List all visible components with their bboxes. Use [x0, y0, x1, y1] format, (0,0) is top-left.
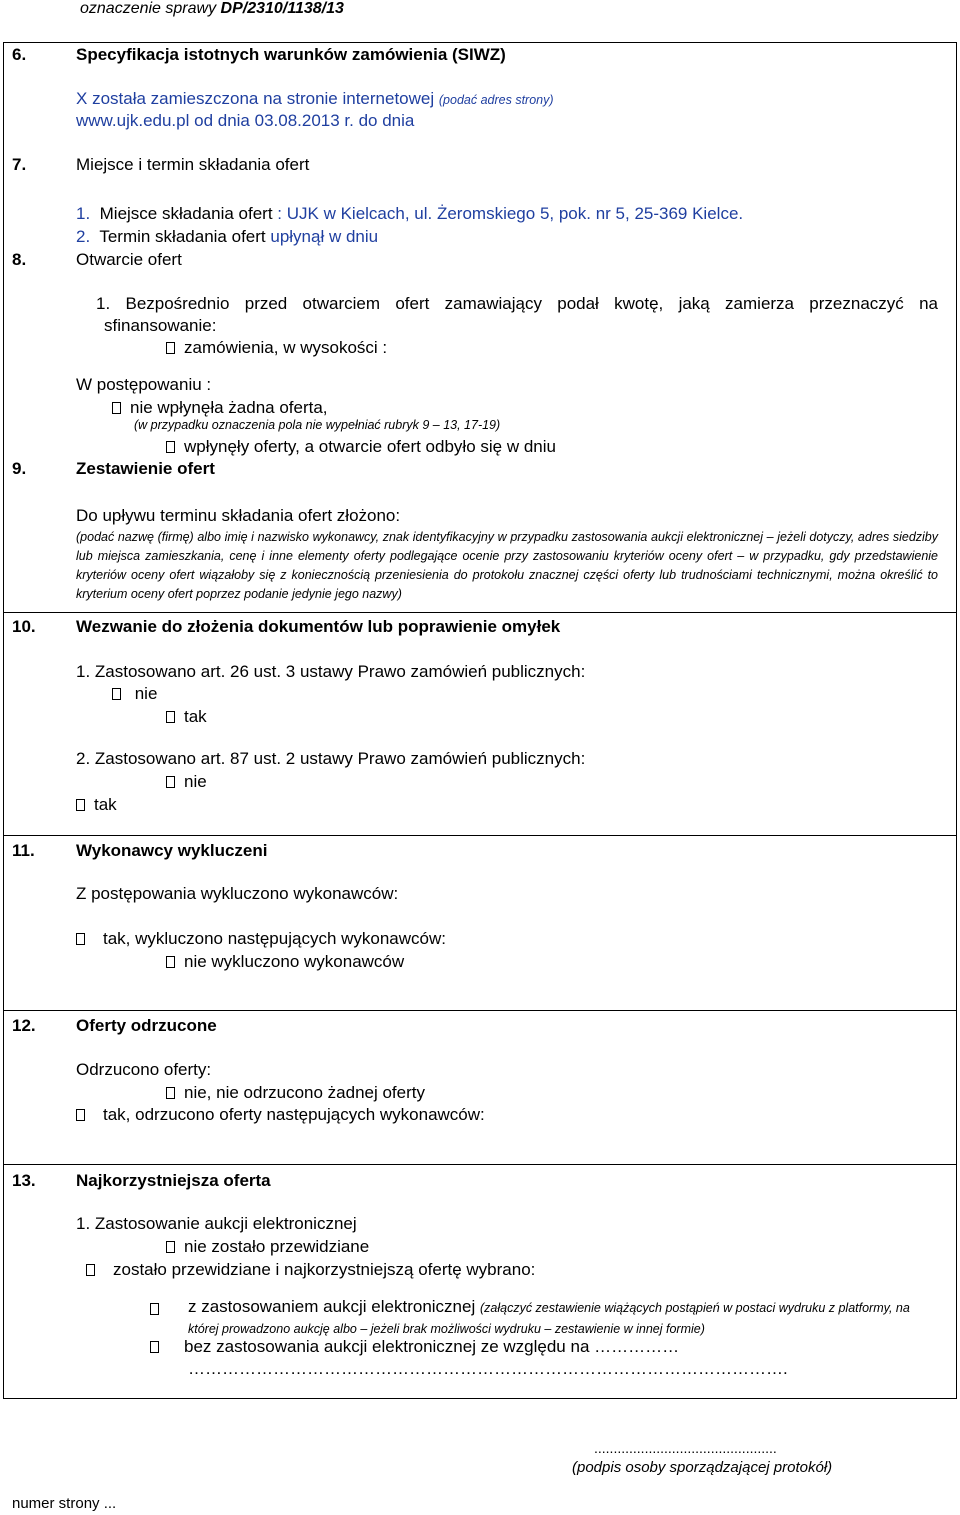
section-10-q1-option-yes — [166, 707, 207, 727]
section-8-proceedings-label: W postępowaniu : — [76, 375, 212, 394]
section-10-q2-option-yes-label: tak — [94, 795, 117, 814]
page-number: numer strony ... — [12, 1495, 117, 1512]
section-13-sub2-continuation: ……………………………………………………………………………………………. — [188, 1359, 788, 1378]
section-8-option-none — [112, 398, 328, 418]
section-8-paragraph: 1. Bezpośrednio przed otwarciem ofert zamawiający podał kwotę, jaką zamierza przeznaczyć na sfinansowanie: — [96, 294, 938, 335]
divider-11 — [3, 835, 957, 836]
section-12-option-no — [166, 1083, 425, 1103]
section-12-option-yes — [76, 1105, 485, 1125]
section-7-item2-value: upłynął w dniu — [270, 227, 379, 246]
section-6-line1-note: (podać adres strony) — [438, 93, 554, 107]
section-8-title: Otwarcie ofert — [76, 250, 182, 269]
section-13-option-yes-label: zostało przewidziane i najkorzystniejszą ofertę wybrano: — [113, 1260, 536, 1279]
section-13-option-no-label: nie zostało przewidziane — [184, 1237, 370, 1256]
divider-10 — [3, 612, 957, 613]
section-7-number: 7. — [12, 155, 27, 174]
section-7-title: Miejsce i termin składania ofert — [76, 155, 310, 174]
section-13-option-yes — [86, 1260, 535, 1280]
section-8-option-amount — [166, 338, 387, 358]
section-7-item2-number: 2. — [76, 227, 91, 246]
section-10-q1-option-yes-label: tak — [184, 707, 207, 726]
section-13-title: Najkorzystniejsza oferta — [76, 1171, 271, 1190]
section-7-item2-label: Termin składania ofert — [99, 227, 266, 246]
section-10-number: 10. — [12, 617, 36, 636]
checkbox-icon[interactable] — [86, 1264, 95, 1276]
section-13-sub1 — [188, 1297, 934, 1339]
section-10-q2-option-no-label: nie — [184, 772, 207, 791]
checkbox-icon[interactable] — [166, 1241, 175, 1253]
section-10-q1-option-no-label: nie — [130, 684, 158, 703]
section-11-option-yes-label: tak, wykluczono następujących wykonawców: — [103, 929, 446, 948]
section-8-option-received — [166, 437, 556, 457]
checkbox-icon[interactable] — [112, 688, 121, 700]
section-9-title: Zestawienie ofert — [76, 459, 215, 478]
section-11-title: Wykonawcy wykluczeni — [76, 841, 268, 860]
section-11-option-no-label: nie wykluczono wykonawców — [184, 952, 405, 971]
checkbox-icon[interactable] — [76, 933, 85, 945]
checkbox-icon[interactable] — [166, 776, 175, 788]
section-12-option-no-label: nie, nie odrzucono żadnej oferty — [184, 1083, 425, 1102]
section-13-paragraph: 1. Zastosowanie aukcji elektronicznej — [76, 1214, 357, 1233]
section-12-paragraph: Odrzucono oferty: — [76, 1060, 212, 1079]
checkbox-icon[interactable] — [166, 711, 175, 723]
divider-13 — [3, 1164, 957, 1165]
section-6-title: Specyfikacja istotnych warunków zamówienia (SIWZ) — [76, 45, 506, 64]
divider-12 — [3, 1010, 957, 1011]
section-6-mark: X — [76, 89, 88, 108]
section-13-option-no — [166, 1237, 369, 1257]
checkbox-icon[interactable] — [166, 1087, 175, 1099]
section-9-number: 9. — [12, 459, 27, 478]
section-10-title: Wezwanie do złożenia dokumentów lub poprawienie omyłek — [76, 617, 561, 636]
section-7-item1-value: : UJK w Kielcach, ul. Żeromskiego 5, pok. nr 5, 25-369 Kielce. — [277, 204, 744, 223]
checkbox-icon[interactable] — [166, 342, 175, 354]
section-11-option-no — [166, 952, 404, 972]
section-8-option-amount-label: zamówienia, w wysokości : — [184, 338, 388, 357]
checkbox-icon[interactable] — [112, 402, 121, 414]
section-8-note: (w przypadku oznaczenia pola nie wypełniać rubryk 9 – 13, 17-19) — [134, 418, 501, 432]
section-7-item2 — [76, 227, 378, 247]
checkbox-icon[interactable] — [76, 1109, 85, 1121]
section-13-sub1-note: (załączyć zestawienie wiążących postąpień w postaci wydruku z platformy, na której prowadzono aukcję albo – jeżeli brak możliwości wydruku – zestawienie w innej formie) — [188, 1301, 910, 1336]
section-7-item1 — [76, 204, 743, 224]
section-6-line1 — [76, 89, 554, 109]
section-11-number: 11. — [12, 841, 35, 860]
section-8-option-received-label: wpłynęły oferty, a otwarcie ofert odbyło się w dniu — [184, 437, 556, 456]
section-12-number: 12. — [12, 1016, 36, 1035]
section-10-q2-option-no — [166, 772, 207, 792]
section-8-option-none-label: nie wpłynęła żadna oferta, — [130, 398, 328, 417]
checkbox-icon[interactable] — [150, 1341, 159, 1353]
checkbox-icon[interactable] — [166, 441, 175, 453]
section-6-line1-text: została zamieszczona na stronie internetowej — [92, 89, 435, 108]
checkbox-icon[interactable] — [76, 799, 85, 811]
section-9-paragraph: Do upływu terminu składania ofert złożono: — [76, 506, 401, 525]
section-10-question1: 1. Zastosowano art. 26 ust. 3 ustawy Prawo zamówień publicznych: — [76, 662, 586, 681]
section-11-option-yes — [76, 929, 446, 949]
section-6-number: 6. — [12, 45, 27, 64]
section-8-number: 8. — [12, 250, 27, 269]
section-11-paragraph: Z postępowania wykluczono wykonawców: — [76, 884, 399, 903]
section-7-item1-number: 1. — [76, 204, 91, 223]
signature-dots: ............................................... — [594, 1440, 777, 1456]
signature-label: (podpis osoby sporządzającej protokół) — [572, 1459, 833, 1476]
section-12-title: Oferty odrzucone — [76, 1016, 217, 1035]
section-9-note: (podać nazwę (firmę) albo imię i nazwisko wykonawcy, znak identyfikacyjny w przypadku zastosowania aukcji elektronicznej – jeżeli dotyczy, adres siedziby lub miejsca zamieszkania, cenę i inne elementy oferty podlegające ocenie przy zastosowaniu kryteriów oceny ofert – w przypadku, gdy przedstawienie kryteriów oceny ofert wiązałoby się z koniecznością przeniesienia do protokołu znacznej części oferty lub trudnościami technicznymi, można określić to kryterium oceny ofert poprzez podanie jedynie jego nazwy) — [76, 530, 938, 601]
section-6-line2: www.ujk.edu.pl od dnia 03.08.2013 r. do dnia — [76, 111, 415, 130]
section-7-item1-label: Miejsce składania ofert — [99, 204, 273, 223]
checkbox-icon[interactable] — [150, 1303, 159, 1315]
case-number: DP/2310/1138/13 — [220, 0, 344, 17]
section-13-sub1-checkbox — [150, 1299, 168, 1319]
checkbox-icon[interactable] — [166, 956, 175, 968]
section-10-q2-option-yes — [76, 795, 117, 815]
section-10-question2: 2. Zastosowano art. 87 ust. 2 ustawy Prawo zamówień publicznych: — [76, 749, 586, 768]
case-designation — [80, 0, 344, 18]
section-13-number: 13. — [12, 1171, 36, 1190]
section-13-sub2 — [150, 1337, 679, 1357]
case-label: oznaczenie sprawy — [80, 0, 217, 17]
section-10-q1-option-no — [112, 684, 157, 704]
section-12-option-yes-label: tak, odrzucono oferty następujących wykonawców: — [103, 1105, 485, 1124]
section-13-sub2-label: bez zastosowania aukcji elektronicznej ze względu na …………… — [184, 1337, 680, 1356]
section-13-sub1-label: z zastosowaniem aukcji elektronicznej — [188, 1297, 476, 1316]
